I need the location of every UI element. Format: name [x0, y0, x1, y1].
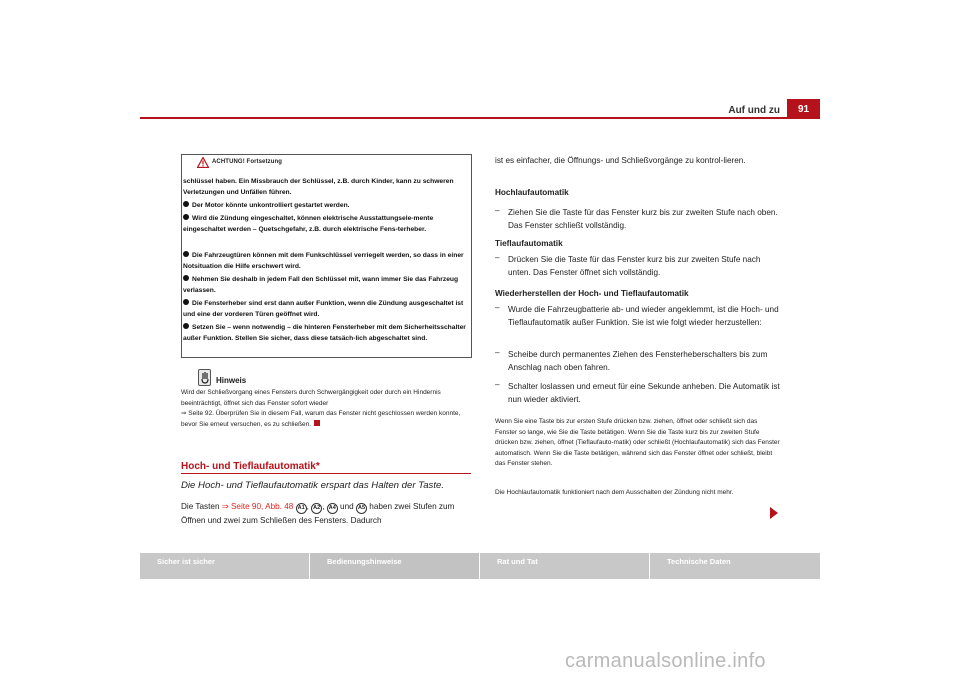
button-label-a1: A1: [296, 503, 307, 514]
hint-text: Wird der Schließvorgang eines Fensters durch Schwergängigkeit oder durch ein Hindernis beeinträchtigt, öffnet sich das Fenster sofort wieder ⇒ Seite 92. Überprüfen Sie in diesem Fall, warum das Fenster nicht geschlossen werden konnte, bevor Sie erneut versuchen, es zu schließen.: [181, 389, 461, 428]
warning-bullet: Der Motor könnte unkontrolliert gestartet werden.: [183, 200, 469, 211]
button-label-a2: A2: [311, 503, 322, 514]
note-paragraph: Die Hochlaufautomatik funktioniert nach dem Ausschalten der Zündung nicht mehr.: [495, 489, 734, 496]
footer-tab-technik[interactable]: Technische Daten: [650, 553, 820, 579]
header-rule: [140, 117, 820, 119]
list-item: Scheibe durch permanentes Ziehen des Fensterheberschalters bis zum Anschlag nach oben fahren.: [508, 350, 768, 372]
hint-hand-icon: [198, 369, 211, 386]
bullet-icon: [183, 201, 189, 207]
heading-hochlauf: Hochlaufautomatik: [495, 188, 569, 197]
dash: –: [495, 380, 500, 389]
heading-wiederherstellen: Wiederherstellen der Hoch- und Tieflaufautomatik: [495, 289, 689, 298]
warning-paragraph: schlüssel haben. Ein Missbrauch der Schlüssel, z.B. durch Kinder, kann zu schweren Verletzungen und Unfällen führen.: [183, 178, 454, 196]
chapter-title: Auf und zu: [728, 105, 780, 116]
warning-bullet: Wird die Zündung eingeschaltet, können elektrische Ausstattungsele-mente eingeschaltet werden – Quetschgefahr, z.B. durch elektrische Fens-terheber.: [183, 215, 434, 233]
watermark: carmanualsonline.info: [565, 650, 766, 672]
heading-tieflauf: Tieflaufautomatik: [495, 239, 563, 248]
hint-title: Hinweis: [216, 376, 247, 385]
page-number: 91: [787, 99, 820, 119]
footer-tab-rat[interactable]: Rat und Tat: [480, 553, 649, 579]
intro-text: ist es einfacher, die Öffnungs- und Schließvorgänge zu kontrol-lieren.: [495, 156, 746, 165]
next-page-arrow-icon: [770, 507, 778, 519]
end-square-icon: [314, 420, 320, 426]
page-reference-link[interactable]: ⇒ Seite 92. Überprüfen Sie in diesem Fall, warum das Fenster nicht geschlossen werden konnte, bevor Sie erneut versuchen, es zu schließen.: [181, 410, 461, 428]
dash: –: [495, 303, 500, 312]
warning-bullet: Die Fensterheber sind erst dann außer Funktion, wenn die Zündung ausgeschaltet ist und eine der vorderen Türen geöffnet wird.: [183, 300, 464, 318]
warning-triangle-icon: [197, 157, 209, 168]
warning-bullet: Setzen Sie – wenn notwendig – die hinteren Fensterheber mit dem Sicherheitsschalter außer Funktion. Stellen Sie sicher, dass diese tatsäch-lich abgeschaltet sind.: [183, 324, 466, 342]
section-rule: [181, 473, 471, 474]
section-title: Hoch- und Tieflaufautomatik*: [181, 461, 320, 472]
list-item: Drücken Sie die Taste für das Fenster kurz bis zur zweiten Stufe nach unten. Das Fenster öffnet sich vollständig.: [508, 255, 761, 277]
list-item: Schalter loslassen und erneut für eine Sekunde anheben. Die Automatik ist nun wieder aktiviert.: [508, 382, 780, 404]
footer-tab-bedienung[interactable]: Bedienungshinweise: [310, 553, 479, 579]
button-label-a4: A4: [327, 503, 338, 514]
figure-reference-link[interactable]: ⇒ Seite 90, Abb. 48: [221, 502, 294, 511]
bullet-icon: [183, 214, 189, 220]
warning-bullet: Die Fahrzeugtüren können mit dem Funkschlüssel verriegelt werden, so dass in einer Notsituation die Hilfe erschwert wird.: [183, 252, 464, 270]
bullet-icon: [183, 299, 189, 305]
section-subtitle: Die Hoch- und Tieflaufautomatik erspart das Halten der Taste.: [181, 480, 444, 491]
list-item: Wurde die Fahrzeugbatterie ab- und wieder angeklemmt, ist die Hoch- und Tieflaufautomatik außer Funktion. Sie ist wie folgt wieder herzustellen:: [508, 305, 779, 327]
warning-bullet: Nehmen Sie deshalb in jedem Fall den Schlüssel mit, wann immer Sie das Fahrzeug verlassen.: [183, 276, 459, 294]
warning-label: ACHTUNG! Fortsetzung: [212, 159, 282, 165]
bullet-icon: [183, 275, 189, 281]
bullet-icon: [183, 323, 189, 329]
section-body: Die Tasten ⇒ Seite 90, Abb. 48 A1 , A2 , A4 und A5 haben zwei Stufen zum Öffnen und zwei zum Schließen des Fensters. Dadurch: [181, 502, 455, 525]
button-label-a5: A5: [356, 503, 367, 514]
footer-nav: [140, 553, 820, 579]
dash: –: [495, 348, 500, 357]
list-item: Ziehen Sie die Taste für das Fenster kurz bis zur zweiten Stufe nach oben. Das Fenster schließt vollständig.: [508, 208, 778, 230]
bullet-icon: [183, 251, 189, 257]
dash: –: [495, 253, 500, 262]
footer-tab-sicher[interactable]: Sicher ist sicher: [140, 553, 309, 579]
note-paragraph: Wenn Sie eine Taste bis zur ersten Stufe drücken bzw. ziehen, öffnet oder schließt sich das Fenster so lange, wie Sie die Taste betätigen. Wenn Sie die Taste kurz bis zur zweiten Stufe drücken bzw. ziehen, öffnet (Tieflaufauto-matik) oder schließt (Hochlaufautomatik) sich das Fenster automatisch. Wenn Sie die Taste betätigen, während sich das Fenster öffnet oder schließt, bleibt das Fenster stehen.: [495, 418, 780, 467]
dash: –: [495, 206, 500, 215]
